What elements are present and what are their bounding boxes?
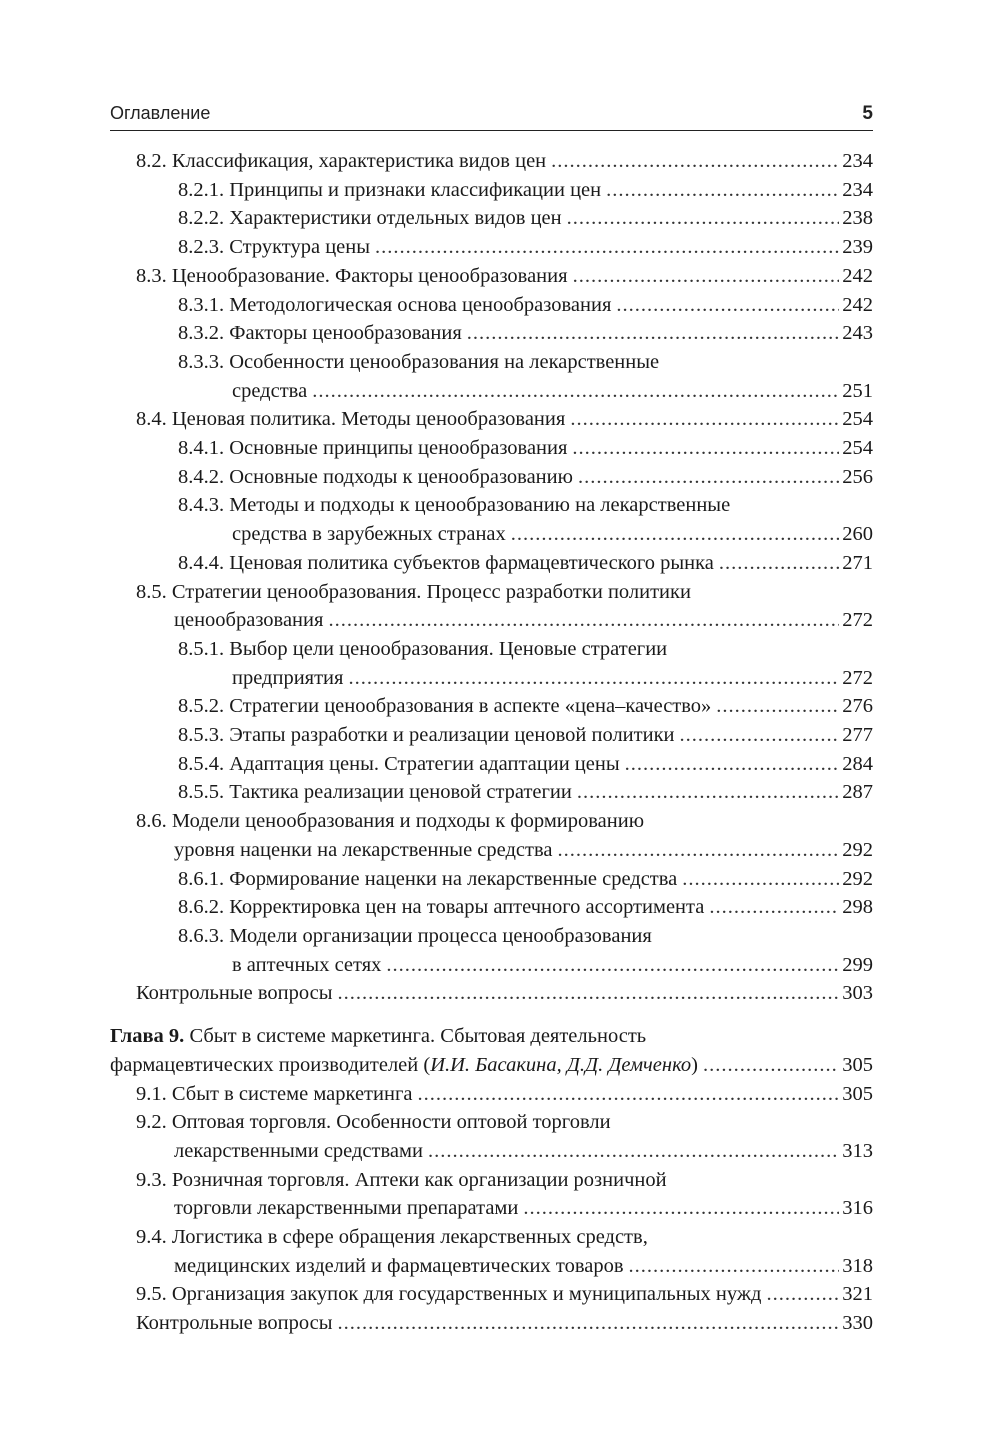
toc-entry-title: 9.3. Розничная торговля. Аптеки как организации розничной <box>136 1168 667 1191</box>
leader-dots <box>551 147 839 176</box>
toc-entry-page: 305 <box>842 1082 873 1105</box>
toc-entry-title: 8.5.2. Стратегии ценообразования в аспекте «цена–качество» <box>178 695 712 718</box>
toc-entry-title: 8.4.3. Методы и подходы к ценообразованию на лекарственные <box>178 494 731 517</box>
toc-entry[interactable] <box>110 233 873 262</box>
toc-entry-title: 8.5.1. Выбор цели ценообразования. Ценовые стратегии <box>178 637 668 660</box>
leader-dots <box>570 405 839 434</box>
leader-dots <box>428 1137 839 1166</box>
toc-entry-title: Контрольные вопросы <box>136 1312 333 1335</box>
toc-entry[interactable] <box>110 1309 873 1338</box>
toc-entry[interactable] <box>110 1223 873 1280</box>
toc-entry[interactable] <box>110 348 873 405</box>
toc-entry-page: 234 <box>842 178 873 201</box>
toc-entry-page: 276 <box>842 695 873 718</box>
toc-entry[interactable] <box>110 922 873 979</box>
toc-entry-title: 8.3.2. Факторы ценообразования <box>178 322 462 345</box>
toc-entry-page: 330 <box>842 1312 873 1335</box>
toc-entry-page: 292 <box>842 867 873 890</box>
toc-entry-title: 8.3. Ценообразование. Факторы ценообразования <box>136 264 568 287</box>
toc-entry-title: 8.3.1. Методологическая основа ценообразования <box>178 293 612 316</box>
leader-dots <box>328 606 839 635</box>
leader-dots <box>682 865 839 894</box>
toc-entry-page: 238 <box>842 207 873 230</box>
toc-entry-page: 284 <box>842 752 873 775</box>
toc-entry-title-cont: средства <box>232 379 308 402</box>
running-head <box>110 103 873 125</box>
leader-dots <box>680 721 840 750</box>
toc-entry[interactable] <box>110 176 873 205</box>
toc-entry-page: 277 <box>842 724 873 747</box>
leader-dots <box>719 549 839 578</box>
toc-entry[interactable] <box>110 893 873 922</box>
leader-dots <box>375 233 839 262</box>
leader-dots <box>625 750 840 779</box>
toc-entry[interactable] <box>110 549 873 578</box>
toc-entry-title-cont: торговли лекарственными препаратами <box>174 1197 519 1220</box>
toc-entry[interactable] <box>110 721 873 750</box>
toc-entry-page: 318 <box>842 1254 873 1277</box>
toc-entry-page: 243 <box>842 322 873 345</box>
chapter-title: Сбыт в системе маркетинга. Сбытовая деятельность <box>189 1025 647 1048</box>
toc-entry-page: 239 <box>842 236 873 259</box>
toc-entry-page: 298 <box>842 896 873 919</box>
toc-entry[interactable] <box>110 491 873 548</box>
toc-entry-title-cont: медицинских изделий и фармацевтических товаров <box>174 1254 624 1277</box>
toc-entry[interactable] <box>110 692 873 721</box>
toc-entry-page: 292 <box>842 838 873 861</box>
toc-entry-title: 8.5.3. Этапы разработки и реализации ценовой политики <box>178 724 675 747</box>
toc-entry-page: 234 <box>842 150 873 172</box>
leader-dots <box>616 291 839 320</box>
toc-entry[interactable] <box>110 463 873 492</box>
toc-entry[interactable] <box>110 1108 873 1165</box>
toc-entry-title: 8.5.5. Тактика реализации ценовой стратегии <box>178 781 572 804</box>
toc-entry[interactable] <box>110 147 873 176</box>
toc-entry-page: 316 <box>842 1197 873 1220</box>
toc-entry[interactable] <box>110 750 873 779</box>
leader-dots <box>578 463 839 492</box>
toc-entry[interactable] <box>110 262 873 291</box>
toc-entry-page: 254 <box>842 437 873 460</box>
chapter-title-cont: фармацевтических производителей ( <box>110 1053 431 1076</box>
toc-entry-page: 272 <box>842 609 873 632</box>
toc-entry-title: 9.2. Оптовая торговля. Особенности оптовой торговли <box>136 1111 611 1134</box>
toc-entry-page: 321 <box>842 1283 873 1306</box>
leader-dots <box>606 176 839 205</box>
toc-entry[interactable] <box>110 635 873 692</box>
toc-entry[interactable] <box>110 1080 873 1109</box>
leader-dots <box>703 1051 839 1080</box>
toc-entry-title-cont: уровня наценки на лекарственные средства <box>174 838 553 861</box>
leader-dots <box>572 434 839 463</box>
toc-entry-page: 254 <box>842 408 873 431</box>
leader-dots <box>467 319 840 348</box>
toc-entry[interactable] <box>110 979 873 1008</box>
toc-entry-title-cont: в аптечных сетях <box>232 953 382 976</box>
toc-entry-title: 9.1. Сбыт в системе маркетинга <box>136 1082 413 1105</box>
toc-entry-title-cont: лекарственными средствами <box>174 1139 423 1162</box>
toc-entry-title: 8.2. Классификация, характеристика видов цен <box>136 150 547 172</box>
leader-dots <box>577 778 839 807</box>
chapter-authors: И.И. Басакина, Д.Д. Демченко <box>430 1053 692 1076</box>
leader-dots <box>567 204 840 233</box>
chapter-label: Глава 9. <box>110 1025 185 1048</box>
toc-entry-title: 8.6. Модели ценообразования и подходы к формированию <box>136 810 645 833</box>
toc-entry[interactable] <box>110 807 873 864</box>
toc-entry-title-cont: предприятия <box>232 666 344 689</box>
page-number: 5 <box>862 103 873 124</box>
toc-entry-page: 272 <box>842 666 873 689</box>
toc-entry-title: 8.4.4. Ценовая политика субъектов фармацевтического рынка <box>178 551 714 574</box>
leader-dots <box>573 262 840 291</box>
toc-entry-title: 8.4.2. Основные подходы к ценообразованию <box>178 465 573 488</box>
toc-entry[interactable] <box>110 1280 873 1309</box>
toc-chapter-entry[interactable] <box>110 1022 873 1079</box>
toc-entry-title: 8.5. Стратегии ценообразования. Процесс разработки политики <box>136 580 691 603</box>
toc-entry-page: 260 <box>842 523 873 546</box>
toc-entry-page: 305 <box>842 1053 873 1076</box>
leader-dots <box>338 1309 840 1338</box>
toc-entry-title: 8.2.3. Структура цены <box>178 236 371 259</box>
toc-entry-title: 9.5. Организация закупок для государственных и муниципальных нужд <box>136 1283 762 1306</box>
toc-entry-title: 8.6.1. Формирование наценки на лекарственные средства <box>178 867 678 890</box>
toc-entry-title-cont: ценообразования <box>174 609 324 632</box>
leader-dots <box>511 520 839 549</box>
toc-entry-title: 8.3.3. Особенности ценообразования на лекарственные <box>178 350 660 373</box>
toc-entry-page: 299 <box>842 953 873 976</box>
toc-entry-title: 8.4. Ценовая политика. Методы ценообразования <box>136 408 566 431</box>
leader-dots <box>709 893 839 922</box>
toc-entry-title: Контрольные вопросы <box>136 982 333 1005</box>
header-rule <box>110 130 873 131</box>
leader-dots <box>629 1252 840 1281</box>
toc-entry-title: 8.6.2. Корректировка цен на товары аптечного ассортимента <box>178 896 705 919</box>
table-of-contents <box>110 147 873 1338</box>
chapter-title-close: ) <box>691 1053 698 1076</box>
toc-entry-title: 8.2.2. Характеристики отдельных видов цен <box>178 207 562 230</box>
toc-entry[interactable] <box>110 319 873 348</box>
toc-entry-title-cont: средства в зарубежных странах <box>232 523 506 546</box>
leader-dots <box>557 836 839 865</box>
leader-dots <box>523 1194 839 1223</box>
toc-entry-title: 9.4. Логистика в сфере обращения лекарственных средств, <box>136 1226 648 1249</box>
toc-entry[interactable] <box>110 405 873 434</box>
toc-entry-page: 242 <box>842 293 873 316</box>
toc-entry-page: 287 <box>842 781 873 804</box>
section-title: Оглавление <box>110 103 211 123</box>
leader-dots <box>716 692 839 721</box>
toc-entry-title: 8.6.3. Модели организации процесса ценообразования <box>178 924 652 947</box>
toc-entry-page: 242 <box>842 264 873 287</box>
leader-dots <box>312 377 839 406</box>
toc-entry-title: 8.2.1. Принципы и признаки классификации цен <box>178 178 602 201</box>
toc-entry-page: 251 <box>842 379 873 402</box>
toc-entry-page: 313 <box>842 1139 873 1162</box>
leader-dots <box>386 951 839 980</box>
leader-dots <box>348 664 839 693</box>
leader-dots <box>417 1080 839 1109</box>
toc-entry[interactable] <box>110 778 873 807</box>
toc-entry-title: 8.5.4. Адаптация цены. Стратегии адаптации цены <box>178 752 620 775</box>
toc-entry[interactable] <box>110 578 873 635</box>
leader-dots <box>338 979 840 1008</box>
leader-dots <box>766 1280 839 1309</box>
toc-entry[interactable] <box>110 434 873 463</box>
toc-entry-title: 8.4.1. Основные принципы ценообразования <box>178 437 568 460</box>
toc-entry-page: 256 <box>842 465 873 488</box>
toc-entry[interactable] <box>110 865 873 894</box>
toc-entry[interactable] <box>110 1166 873 1223</box>
toc-entry-page: 303 <box>842 982 873 1005</box>
toc-entry[interactable] <box>110 204 873 233</box>
toc-entry-page: 271 <box>842 551 873 574</box>
toc-entry[interactable] <box>110 291 873 320</box>
